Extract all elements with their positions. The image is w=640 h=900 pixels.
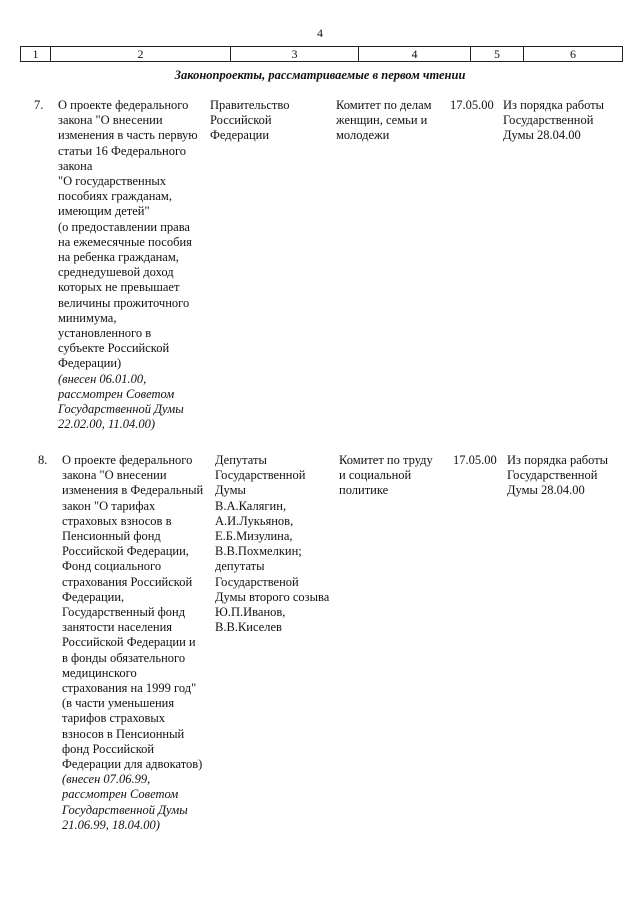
bill-title-line: на ребенка гражданам, [58,250,179,265]
bill-title-line: Пенсионный фонд [62,529,161,544]
bill-title-line: величины прожиточного [58,295,190,310]
remark-line: Государственной [507,468,598,483]
bill-title [62,453,212,833]
column-number-2: 2 [51,47,231,62]
bill-author [210,98,335,144]
section-title: Законопроекты, рассматриваемые в первом чтении [174,68,466,82]
committee-line: Комитет по делам [336,98,432,112]
bill-submission-note: Государственной Думы [62,802,188,817]
committee-line: Комитет по труду [339,453,433,467]
bill-author [215,453,340,635]
bill-submission-note: рассмотрен Советом [58,386,175,401]
bill-title-line: О проекте федерального [58,98,189,112]
bill-title-line: занятости населения [62,620,173,635]
remark-line: Думы 28.04.00 [503,128,581,143]
responsible-committee [336,98,448,144]
bill-title-line: установленного в [58,326,152,341]
bill-title-line: тарифов страховых [62,711,166,726]
bill-title-line: Федерации для адвокатов) [62,757,203,772]
remark-line: Государственной [503,113,594,128]
responsible-committee [339,453,451,499]
bill-author-line: В.В.Похмелкин; [215,544,302,559]
bill-title-line: страхования Российской [62,574,193,589]
bill-submission-note: 22.02.00, 11.04.00) [58,417,155,432]
bill-author-line: Федерации [210,128,270,143]
bill-author-line: Думы [215,483,246,498]
bill-title-line: О проекте федерального [62,453,193,467]
column-number-1: 1 [21,47,51,62]
bill-title-line: которых не превышает [58,280,180,295]
remark-line: Из порядка работы [503,98,605,112]
entry-number: 8. [38,453,48,467]
bill-title-line: Фонд социального [62,559,162,574]
bill-title-line: (в части уменьшения [62,696,175,711]
bill-author-line: Государственной [215,468,306,483]
bill-author-line: Правительство [210,98,290,112]
bill-title-line: фонд Российской [62,741,155,756]
consideration-date: 17.05.00 [450,98,494,112]
bill-author-line: В.А.Калягин, [215,498,287,513]
bill-author-line: Ю.П.Иванов, [215,605,286,620]
bill-author-line: Е.Б.Мизулина, [215,529,293,544]
bill-title-line: Федерации, [62,589,125,604]
bill-title-line: Российской Федерации, [62,544,189,559]
remark-line: Думы 28.04.00 [507,483,585,498]
remark-line: Из порядка работы [507,453,609,467]
column-number-6: 6 [524,47,623,62]
bill-title-line: субъекте Российской [58,341,170,356]
column-number-4: 4 [359,47,471,62]
committee-line: и социальной [339,468,412,483]
bill-title-line: пособиях гражданам, [58,189,172,204]
bill-title-line: статьи 16 Федерального [58,143,187,158]
bill-author-line: Российской [210,113,272,128]
bill-title-line: Российской Федерации и [62,635,196,650]
bill-title-line: Федерации) [58,356,122,371]
bill-title-line: страховых взносов в [62,513,172,528]
column-number-3: 3 [231,47,359,62]
column-number-header [20,46,623,62]
bill-title-line: закона "О внесении [62,468,167,483]
bill-title-line: изменения в часть первую [58,128,198,143]
bill-title-line: закона [58,158,93,173]
bill-submission-note: (внесен 07.06.99, [62,772,151,787]
bill-title-line: "О государственных [58,174,167,189]
bill-title-line: (о предоставлении права [58,219,190,234]
bill-submission-note: Государственной Думы [58,402,184,417]
bill-title-line: среднедушевой доход [58,265,174,280]
bill-title-line: Государственный фонд [62,605,186,620]
bill-title-line: страхования на 1999 год" [62,681,197,696]
bill-title [58,98,208,432]
committee-line: женщин, семьи и [336,113,428,128]
bill-submission-note: 21.06.99, 18.04.00) [62,817,160,832]
bill-author-line: Думы второго созыва [215,589,330,604]
consideration-date: 17.05.00 [453,453,497,467]
entry-number: 7. [34,98,44,112]
committee-line: политике [339,483,389,498]
bill-author-line: Государственой [215,574,299,589]
bill-author-line: А.И.Лукьянов, [215,513,294,528]
bill-submission-note: (внесен 06.01.00, [58,371,147,386]
column-number-5: 5 [471,47,524,62]
bill-author-line: Депутаты [215,453,267,467]
bill-title-line: в фонды обязательного [62,650,186,665]
committee-line: молодежи [336,128,390,143]
bill-title-line: минимума, [58,310,117,325]
bill-title-line: закон "О тарифах [62,498,156,513]
page-number: 4 [317,26,323,40]
bill-author-line: В.В.Киселев [215,620,282,635]
bill-title-line: медицинского [62,665,137,680]
bill-remark [507,453,632,499]
bill-title-line: изменения в Федеральный [62,483,204,498]
bill-title-line: закона "О внесении [58,113,163,128]
bill-submission-note: рассмотрен Советом [62,787,179,802]
bill-title-line: имеющим детей" [58,204,150,219]
bill-author-line: депутаты [215,559,265,574]
bill-remark [503,98,628,144]
bill-title-line: взносов в Пенсионный [62,726,185,741]
bill-title-line: на ежемесячные пособия [58,234,192,249]
